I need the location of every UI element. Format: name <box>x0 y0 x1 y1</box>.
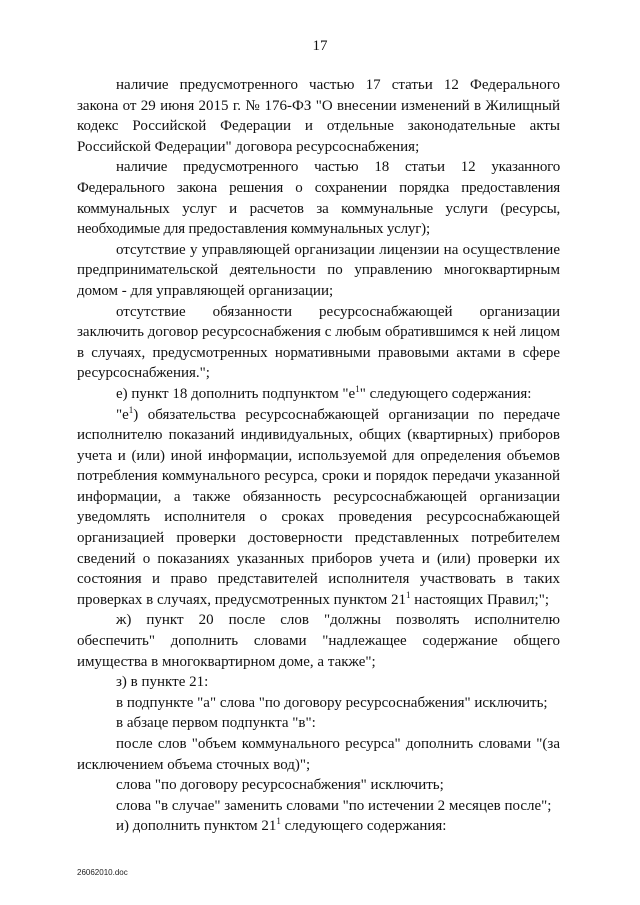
superscript: 1 <box>128 404 134 415</box>
paragraph-text: после слов "объем коммунального ресурса" дополнить словами "(за исключением объема сточных вод)"; <box>77 736 560 773</box>
paragraph-p12 <box>77 775 560 796</box>
paragraph-text: ) обязательства ресурсоснабжающей организации по передаче исполнителю показаний индивидуальных, общих (квартирных) приборов учета и (или) иной информации, используемой для определения объемов потребления коммунального ресурса, сроки и порядок передачи указанной информации, а также обязанность ресурсоснабжающей организации уведомлять исполнителя о сроках проведения ресурсоснабжающей организацией проверки достоверности представленных потребителем сведений о показаниях указанных приборов учета и (или) проверки их состояния и право представителей исполнителя участвовать в таких проверках в случаях, предусмотренных пунктом 21 <box>77 406 560 608</box>
paragraph-text: " следующего содержания: <box>359 385 532 402</box>
paragraph-p11 <box>77 734 560 775</box>
paragraph-text: отсутствие у управляющей организации лицензии на осуществление предпринимательской деятельности по управлению многоквартирным домом - для управляющей организации; <box>77 241 560 299</box>
paragraph-p9 <box>77 693 560 714</box>
paragraph-text: в абзаце первом подпункта "в": <box>116 715 316 732</box>
paragraph-p14 <box>77 816 560 837</box>
paragraph-text: наличие предусмотренного частью 18 статьи 12 указанного Федерального закона решения о сохранении порядка предоставления коммунальных услуг и расчетов за коммунальные услуги (ресурсы, необходимые для предоставления коммунальных услуг); <box>77 159 560 238</box>
paragraph-text: настоящих Правил;"; <box>410 591 549 608</box>
paragraph-text: следующего содержания: <box>280 818 447 835</box>
paragraph-p1 <box>77 75 560 157</box>
superscript: 1 <box>355 383 360 394</box>
paragraph-text: слова "в случае" заменить словами "по истечении 2 месяцев после"; <box>116 797 552 814</box>
paragraph-p5 <box>77 384 560 405</box>
paragraph-text: е) пункт 18 дополнить подпунктом "е <box>116 385 356 402</box>
paragraph-text: отсутствие обязанности ресурсоснабжающей организации заключить договор ресурсоснабжения с любым обратившимся к ней лицом в случаях, предусмотренных нормативными правовыми актами в сфере ресурсоснабжения."; <box>77 303 560 382</box>
paragraph-text: в подпункте "а" слова "по договору ресурсоснабжения" исключить; <box>116 694 548 711</box>
superscript: 1 <box>406 589 411 600</box>
superscript: 1 <box>276 816 281 827</box>
paragraph-text: и) дополнить пунктом 21 <box>116 818 277 835</box>
paragraph-p4 <box>77 302 560 384</box>
paragraph-p2 <box>77 157 560 239</box>
paragraph-text: ж) пункт 20 после слов "должны позволять исполнителю обеспечить" дополнить словами "надлежащее содержание общего имущества в многоквартирном доме, а также"; <box>77 612 560 670</box>
paragraph-text: "е <box>116 406 129 423</box>
paragraph-p7 <box>77 610 560 672</box>
paragraph-p13 <box>77 796 560 817</box>
paragraph-p6 <box>77 405 560 611</box>
paragraph-p8 <box>77 672 560 693</box>
paragraph-text: з) в пункте 21: <box>116 674 209 691</box>
document-body <box>77 75 560 837</box>
paragraph-p10 <box>77 713 560 734</box>
file-name-footer: 26062010.doc <box>77 868 128 877</box>
page-number: 17 <box>312 38 328 54</box>
paragraph-text: слова "по договору ресурсоснабжения" исключить; <box>116 777 444 794</box>
paragraph-text: наличие предусмотренного частью 17 статьи 12 Федерального закона от 29 июня 2015 г. № 176-ФЗ "О внесении изменений в Жилищный кодекс Российской Федерации и отдельные законодательные акты Российской Федерации" договора ресурсоснабжения; <box>77 77 560 155</box>
paragraph-p3 <box>77 240 560 302</box>
